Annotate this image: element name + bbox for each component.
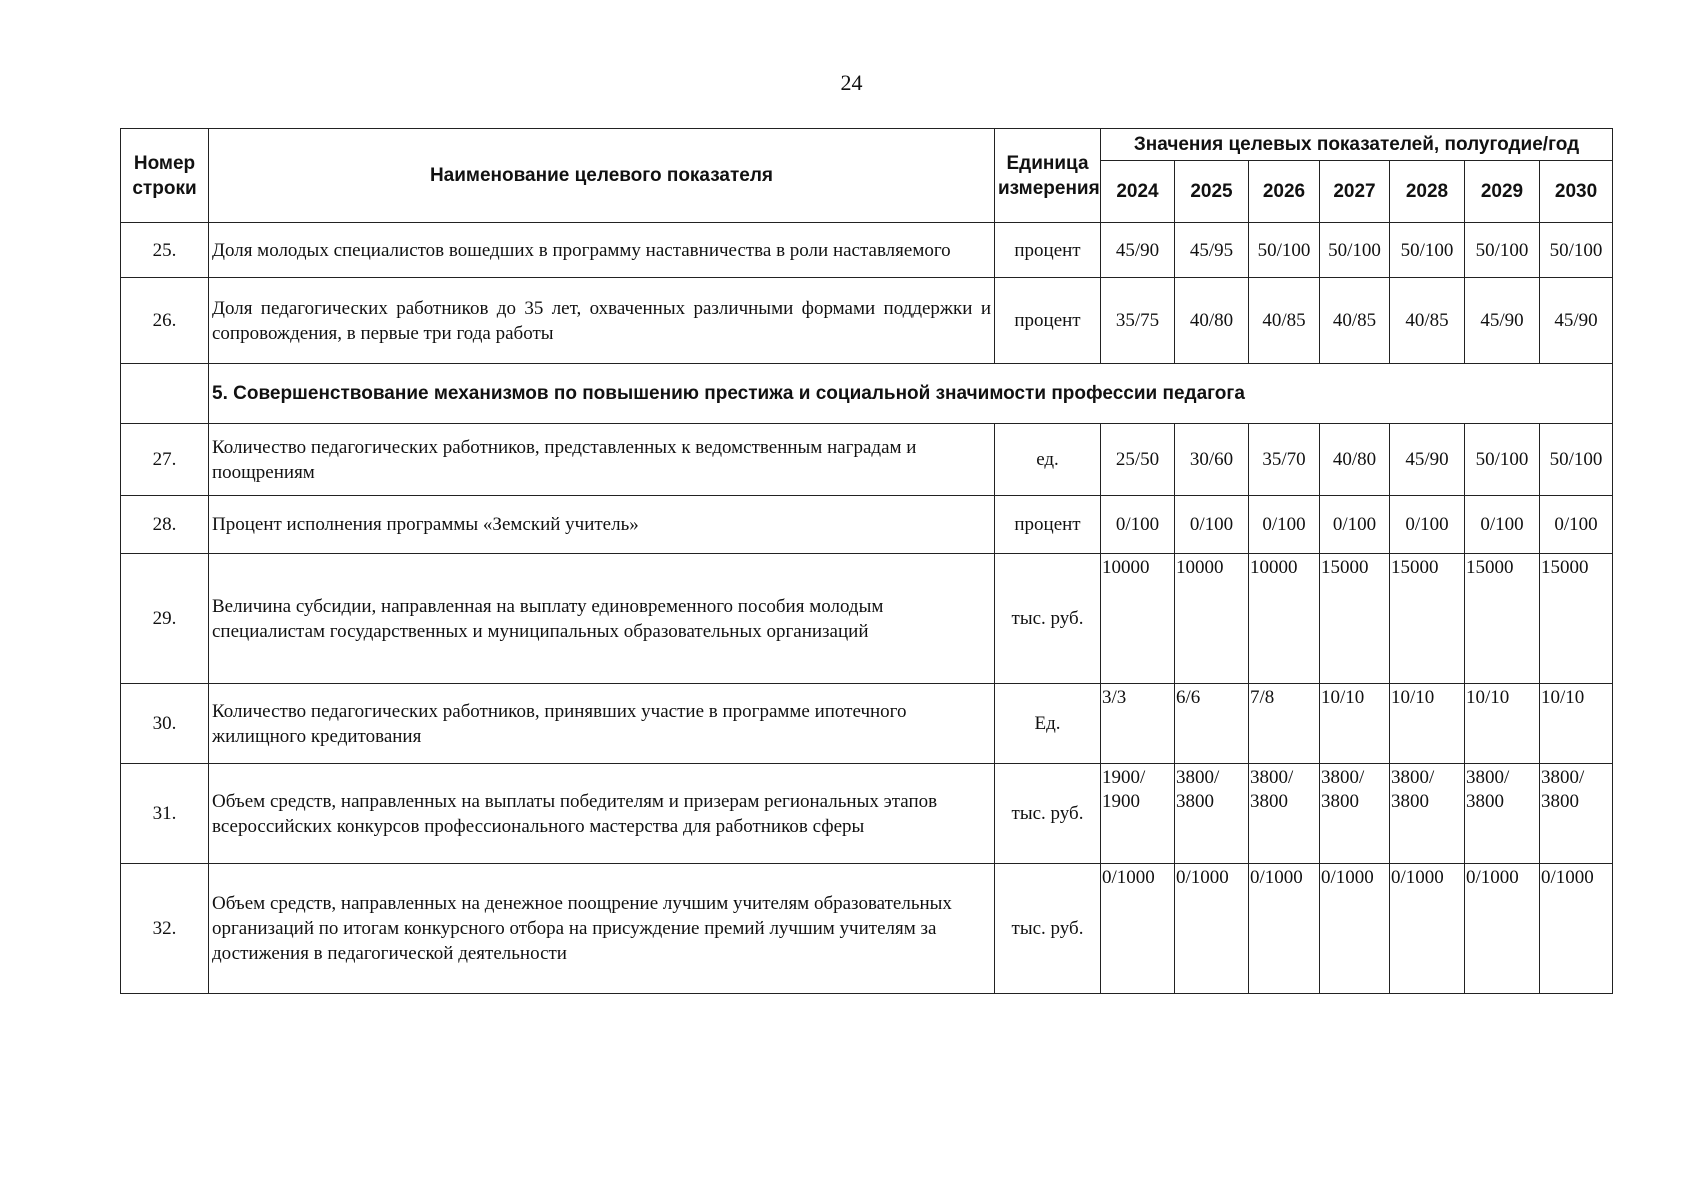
section-row [121, 364, 1613, 424]
page-number: 24 [840, 70, 863, 95]
indicator-name: Доля педагогических работников до 35 лет, охваченных различными формами поддержки и сопровождения, в первые три года работы [209, 278, 995, 364]
value-cell: 10/10 [1390, 684, 1465, 764]
row-number: 26. [121, 278, 209, 364]
value-cell: 0/100 [1101, 496, 1175, 554]
table-row [121, 764, 1613, 864]
value-cell: 3/3 [1101, 684, 1175, 764]
value-cell: 45/95 [1175, 223, 1249, 278]
indicator-name: Объем средств, направленных на выплаты победителям и призерам региональных этапов всероссийских конкурсов профессионального мастерства для работников сферы [209, 764, 995, 864]
table-row [121, 684, 1613, 764]
value-cell: 10/10 [1540, 684, 1613, 764]
header-year: 2026 [1249, 161, 1320, 223]
value-cell: 50/100 [1249, 223, 1320, 278]
value-cell: 0/1000 [1465, 864, 1540, 994]
row-number: 28. [121, 496, 209, 554]
row-number: 27. [121, 424, 209, 496]
value-cell: 15000 [1390, 554, 1465, 684]
value-cell: 15000 [1465, 554, 1540, 684]
value-cell: 10000 [1249, 554, 1320, 684]
unit-cell: процент [995, 223, 1101, 278]
value-cell: 40/80 [1320, 424, 1390, 496]
row-number: 29. [121, 554, 209, 684]
value-cell: 45/90 [1390, 424, 1465, 496]
indicator-name: Количество педагогических работников, принявших участие в программе ипотечного жилищного кредитования [209, 684, 995, 764]
table-row [121, 278, 1613, 364]
value-cell: 0/1000 [1540, 864, 1613, 994]
header-year: 2030 [1540, 161, 1613, 223]
table-row [121, 424, 1613, 496]
header-row-number: Номер строки [121, 129, 209, 223]
table-row [121, 864, 1613, 994]
value-cell: 3800/ 3800 [1540, 764, 1613, 864]
indicator-name: Доля молодых специалистов вошедших в программу наставничества в роли наставляемого [209, 223, 995, 278]
header-year: 2028 [1390, 161, 1465, 223]
value-cell: 0/1000 [1101, 864, 1175, 994]
row-number: 25. [121, 223, 209, 278]
value-cell: 0/1000 [1249, 864, 1320, 994]
header-year: 2024 [1101, 161, 1175, 223]
value-cell: 0/100 [1320, 496, 1390, 554]
value-cell: 10000 [1101, 554, 1175, 684]
table-row [121, 554, 1613, 684]
value-cell: 50/100 [1320, 223, 1390, 278]
value-cell: 1900/ 1900 [1101, 764, 1175, 864]
indicator-name: Объем средств, направленных на денежное поощрение лучшим учителям образовательных организаций по итогам конкурсного отбора на присуждение премий лучшим учителям за достижения в педагогической деятельности [209, 864, 995, 994]
unit-cell: тыс. руб. [995, 554, 1101, 684]
unit-cell: процент [995, 278, 1101, 364]
value-cell: 45/90 [1540, 278, 1613, 364]
value-cell: 3800/ 3800 [1175, 764, 1249, 864]
value-cell: 0/100 [1249, 496, 1320, 554]
value-cell: 50/100 [1465, 223, 1540, 278]
value-cell: 3800/ 3800 [1390, 764, 1465, 864]
value-cell: 0/1000 [1390, 864, 1465, 994]
value-cell: 45/90 [1465, 278, 1540, 364]
header-year: 2025 [1175, 161, 1249, 223]
indicator-name: Процент исполнения программы «Земский учитель» [209, 496, 995, 554]
value-cell: 3800/ 3800 [1249, 764, 1320, 864]
section-number-cell [121, 364, 209, 424]
value-cell: 0/100 [1390, 496, 1465, 554]
value-cell: 35/75 [1101, 278, 1175, 364]
header-values-title: Значения целевых показателей, полугодие/год [1101, 129, 1613, 161]
value-cell: 30/60 [1175, 424, 1249, 496]
table-body [121, 223, 1613, 994]
row-number: 32. [121, 864, 209, 994]
row-number: 31. [121, 764, 209, 864]
value-cell: 3800/ 3800 [1465, 764, 1540, 864]
value-cell: 0/100 [1540, 496, 1613, 554]
value-cell: 3800/ 3800 [1320, 764, 1390, 864]
header-year: 2029 [1465, 161, 1540, 223]
value-cell: 15000 [1320, 554, 1390, 684]
value-cell: 0/1000 [1175, 864, 1249, 994]
unit-cell: тыс. руб. [995, 764, 1101, 864]
value-cell: 50/100 [1540, 424, 1613, 496]
value-cell: 50/100 [1465, 424, 1540, 496]
value-cell: 25/50 [1101, 424, 1175, 496]
table-row [121, 496, 1613, 554]
value-cell: 6/6 [1175, 684, 1249, 764]
value-cell: 40/85 [1390, 278, 1465, 364]
value-cell: 50/100 [1390, 223, 1465, 278]
value-cell: 0/100 [1465, 496, 1540, 554]
row-number: 30. [121, 684, 209, 764]
section-title: 5. Совершенствование механизмов по повышению престижа и социальной значимости профессии педагога [209, 364, 1613, 424]
value-cell: 40/85 [1320, 278, 1390, 364]
value-cell: 50/100 [1540, 223, 1613, 278]
indicator-name: Величина субсидии, направленная на выплату единовременного пособия молодым специалистам государственных и муниципальных образовательных организаций [209, 554, 995, 684]
indicator-name: Количество педагогических работников, представленных к ведомственным наградам и поощрениям [209, 424, 995, 496]
header-year: 2027 [1320, 161, 1390, 223]
value-cell: 10000 [1175, 554, 1249, 684]
value-cell: 35/70 [1249, 424, 1320, 496]
unit-cell: Ед. [995, 684, 1101, 764]
value-cell: 10/10 [1465, 684, 1540, 764]
table-row [121, 223, 1613, 278]
value-cell: 0/1000 [1320, 864, 1390, 994]
unit-cell: процент [995, 496, 1101, 554]
value-cell: 45/90 [1101, 223, 1175, 278]
value-cell: 40/85 [1249, 278, 1320, 364]
header-unit: Единица измерения [995, 129, 1101, 223]
value-cell: 40/80 [1175, 278, 1249, 364]
value-cell: 10/10 [1320, 684, 1390, 764]
unit-cell: тыс. руб. [995, 864, 1101, 994]
header-indicator-name: Наименование целевого показателя [209, 129, 995, 223]
value-cell: 7/8 [1249, 684, 1320, 764]
indicators-table [120, 128, 1613, 994]
value-cell: 0/100 [1175, 496, 1249, 554]
value-cell: 15000 [1540, 554, 1613, 684]
unit-cell: ед. [995, 424, 1101, 496]
